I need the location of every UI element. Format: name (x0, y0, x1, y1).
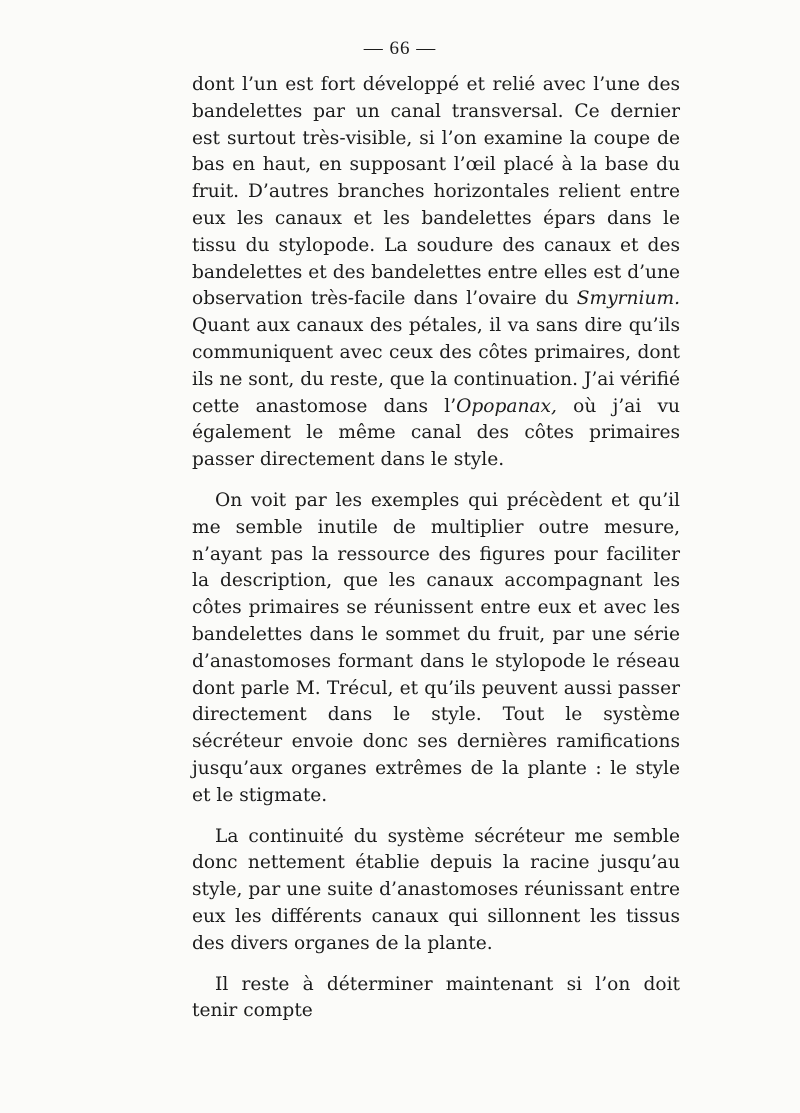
paragraph-1 (192, 72, 680, 474)
page-number: — 66 — (363, 38, 437, 59)
paragraph-1-italic-smyrnium: Smyrnium. (576, 288, 680, 310)
body-text (192, 72, 680, 1025)
paragraph-1-part-a: dont l’un est fort développé et relié avec l’une des bandelettes par un canal transversal. Ce dernier est surtout très-visible, si l’on examine la coupe de bas en haut, en supposant l’œil placé à la base du fruit. D’autres branches horizontales relient entre eux les canaux et les bandelettes épars dans le tissu du stylopode. La soudure des canaux et des bandelettes et des bandelettes entre elles est d’une observation très-facile dans l’ovaire du (192, 74, 680, 310)
paragraph-3: La continuité du système sécréteur me semble donc nettement établie depuis la racine jusqu’au style, par une suite d’anastomoses réunissant entre eux les différents canaux qui sillonnent les tissus des divers organes de la plante. (192, 825, 680, 954)
paragraph-4: Il reste à déterminer maintenant si l’on doit tenir compte (192, 973, 680, 1022)
paragraph-1-part-b: Quant aux canaux des pétales, il va sans dire qu’ils communiquent avec ceux des côtes primaires, dont ils ne sont, du reste, que la continuation. J’ai vérifié cette anastomose dans l’ (192, 315, 680, 417)
paragraph-2: On voit par les exemples qui précèdent et qu’il me semble inutile de multiplier outre mesure, n’ayant pas la ressource des figures pour faciliter la description, que les canaux accompagnant les côtes primaires se réunissent entre eux et avec les bandelettes dans le sommet du fruit, par une série d’anastomoses formant dans le stylopode le réseau dont parle M. Trécul, et qu’ils peuvent aussi passer directement dans le style. Tout le système sécréteur envoie donc ses dernières ramifications jusqu’aux organes extrêmes de la plante : le style et le stigmate. (192, 489, 680, 806)
paragraph-1-part-c: où j’ai vu également le même canal des côtes primaires passer directement dans le style. (192, 395, 681, 471)
paragraph-1-italic-opopanax: Opopanax, (456, 395, 557, 417)
